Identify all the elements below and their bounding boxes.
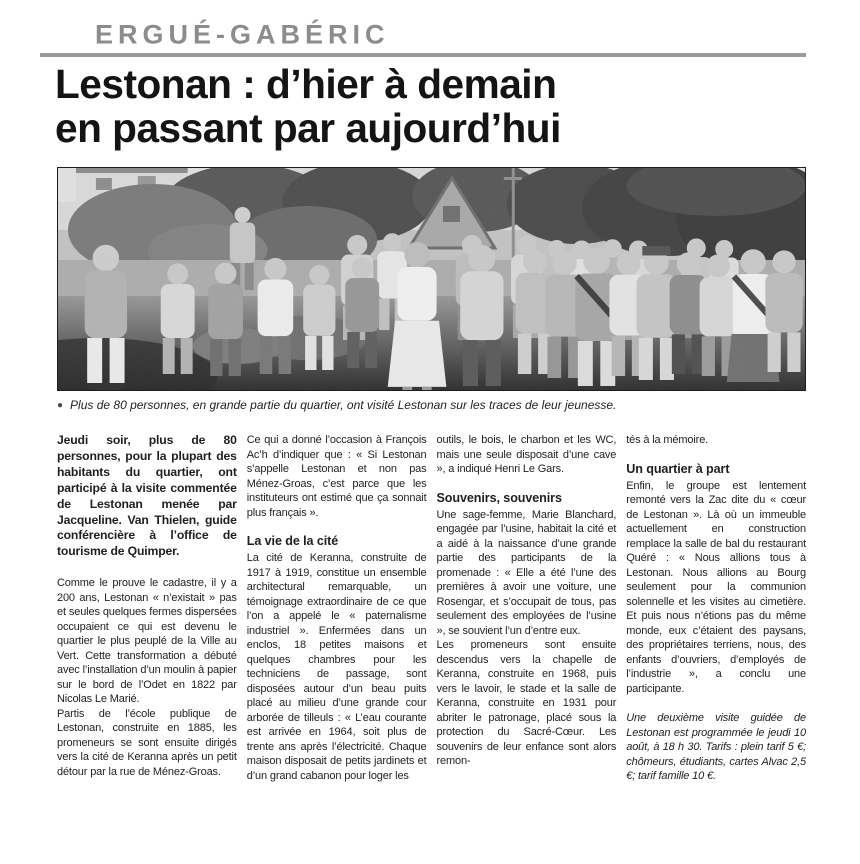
paragraph: Enfin, le groupe est lentement remonté vers la Zac dite du « cœur de Lestonan ». Là où un immeuble actuellement en construction remplace la salle de bal du restaurant Quéré : « Nous allions tous à Lestonan. Nous allions au Bourg seulement pour la communion solennelle et les visites au cimetière. Et puis nous n’étions pas du même monde, eux c’étaient des paysans, des propriétaires terriens, nous, des enfants d’ouvriers, d’employés de l’industrie », a conclu une participante.	[626, 479, 806, 695]
subheading: Souvenirs, souvenirs	[436, 490, 562, 505]
section-header: ERGUÉ-GABÉRIC	[95, 20, 390, 50]
article-photo	[57, 167, 806, 391]
paragraph: La cité de Keranna, construite de 1917 à 1919, constitue un ensemble architectural remarquable, un témoignage extraordinaire de ce que l’on a appelé le « paternalisme industriel ». Enfermées dans un enclos, 18 petites maisons et quelques chambres pour les techniciens de passage, sont disposées autour d’un beau puits placé au milieu d’une grande cour arborée de tilleuls : « L’eau courante est arrivée en 1964, soit plus de trente ans après l’électricité. Chaque maison disposait de petits jardinets et d’un grand cabanon pour loger les	[246, 552, 427, 782]
lead-paragraph: Jeudi soir, plus de 80 personnes, pour la plupart des habitants du quartier, ont participé à la visite commentée de Lestonan menée par Jacqueline. Van Thielen, guide conférencière à l’office de tourisme de Quimper.	[57, 433, 237, 559]
article-column-3	[437, 433, 617, 784]
photo-caption-text: Plus de 80 personnes, en grande partie du quartier, ont visité Lestonan sur les traces de leur jeunesse.	[70, 398, 617, 412]
header-divider	[40, 53, 806, 57]
subheading: La vie de la cité	[246, 534, 339, 548]
article-headline	[55, 62, 561, 150]
caption-bullet-icon: ●	[57, 400, 64, 411]
headline-line-2: en passant par aujourd’hui	[55, 105, 561, 151]
article-column-4	[626, 433, 806, 784]
article-body	[57, 433, 806, 784]
paragraph: outils, le bois, le charbon et les WC, mais une seule disposait d’une cave », a indiqué Henri Le Gars.	[436, 434, 617, 475]
article-column-1	[57, 433, 237, 784]
paragraph: Partis de l’école publique de Lestonan, construite en 1885, les promeneurs se sont ensuite dirigés vers la cité de Keranna après un petit détour par la rue de Ménez-Groas.	[57, 707, 237, 778]
paragraph: Les promeneurs sont ensuite descendus vers la chapelle de Keranna, construite en 1968, puis vers le lavoir, le stade et la salle de Keranna, construite en 1931 pour abriter le patronage, placé sous la protection du Sacré-Cœur. Les souvenirs de leur enfance sont alors remon-	[436, 639, 617, 767]
headline-line-1: Lestonan : d’hier à demain	[55, 61, 557, 107]
subheading: Un quartier à part	[626, 461, 730, 476]
article-column-2	[247, 433, 427, 784]
photo-caption	[57, 398, 806, 412]
crowd-photo-illustration	[58, 168, 805, 390]
paragraph: Une sage-femme, Marie Blanchard, engagée par l’usine, habitait la cité et a aidé à la naissance d’une grande partie des participants de la promenade : « Elle a été l’une des premières à avoir une voiture, une Rosengar, et s’occupait de tous, pas seulement des employées de l’usine », se souvient l’un d’entre eux.	[436, 508, 617, 637]
paragraph: tés à la mémoire.	[626, 434, 709, 446]
paragraph: Ce qui a donné l’occasion à François Ac’h d’indiquer que : « Si Lestonan s’appelle Lestonan et non pas Ménez-Groas, c’est parce que les instituteurs ont estimé que ça sonnait plus français ».	[246, 434, 427, 519]
italic-footer-note: Une deuxième visite guidée de Lestonan est programmée le jeudi 10 août, à 18 h 30. Tarifs : plein tarif 5 €; chômeurs, étudiants, cartes Alvac 2,5 €; tarif famille 10 €.	[626, 712, 806, 782]
paragraph: Comme le prouve le cadastre, il y a 200 ans, Lestonan « n’existait » pas et seules quelques fermes dispersées occupaient ce qui est devenu le quartier le plus peuplé de la Ville au Vert. Cette transformation a débuté avec l’installation d’un moulin à papier sur le bord de l’Odet en 1822 par Nicolas Le Marié.	[57, 577, 237, 706]
